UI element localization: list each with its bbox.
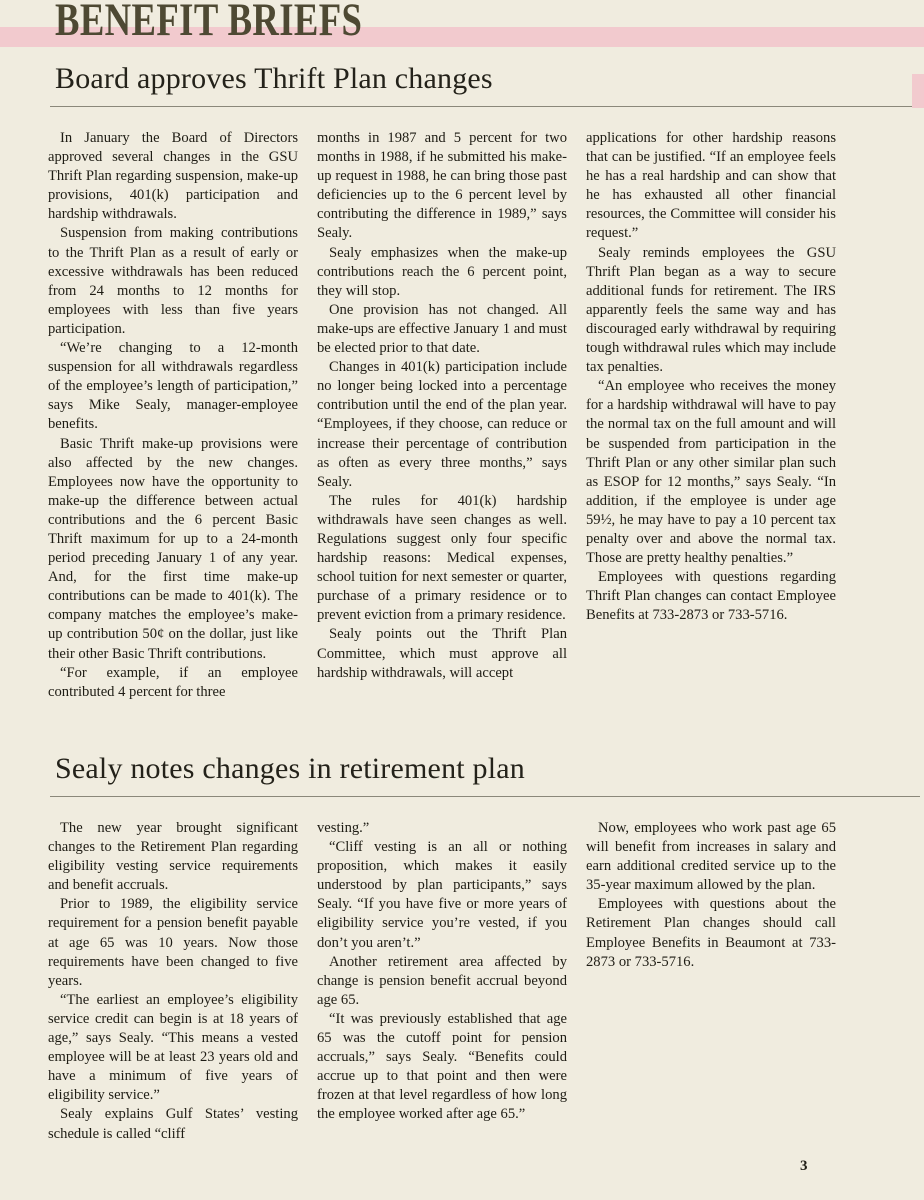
paragraph: The new year brought significant changes to the Retirement Plan regarding eligibility vesting service requirements and benefit accruals.	[48, 820, 298, 894]
paragraph: Sealy points out the Thrift Plan Committee, which must approve all hardship withdrawals, will accept	[317, 626, 567, 681]
paragraph: Now, employees who work past age 65 will benefit from increases in salary and earn additional credited service up to the 35-year maximum allowed by the plan.	[586, 820, 836, 894]
right-edge-accent-block	[912, 74, 924, 108]
paragraph: In January the Board of Directors approved several changes in the GSU Thrift Plan regarding suspension, make-up provisions, 401(k) participation and hardship withdrawals.	[48, 130, 298, 223]
paragraph: “We’re changing to a 12-month suspension for all withdrawals regardless of the employee’s length of participation,” says Mike Sealy, manager-employee benefits.	[48, 340, 298, 433]
paragraph: Employees with questions about the Retirement Plan changes should call Employee Benefits in Beaumont at 733-2873 or 733-5716.	[586, 896, 836, 970]
paragraph: Changes in 401(k) participation include no longer being locked into a percentage contribution until the end of the plan year. “Employees, if they choose, can reduce or increase their percentage of contribution as often as every three months,” says Sealy.	[317, 359, 567, 490]
article-2-title: Sealy notes changes in retirement plan	[55, 752, 525, 785]
article-2-headline-rule	[50, 796, 920, 797]
article-1-headline-rule	[50, 106, 920, 107]
article-1-title: Board approves Thrift Plan changes	[55, 62, 493, 95]
paragraph: Suspension from making contributions to the Thrift Plan as a result of early or excessive withdrawals has been reduced from 24 months to 12 months for employees with less than five years participation.	[48, 225, 298, 337]
masthead-title: BENEFIT BRIEFS	[55, 0, 363, 46]
paragraph: One provision has not changed. All make-ups are effective January 1 and must be elected prior to that date.	[317, 301, 567, 357]
paragraph: Sealy reminds employees the GSU Thrift Plan began as a way to secure additional funds for retirement. The IRS apparently feels the same way and has discouraged early withdrawal by requiring tough withdrawal rules which may include tax penalties.	[586, 244, 836, 376]
masthead	[0, 0, 924, 62]
article-2-columns	[48, 819, 836, 1144]
paragraph: Employees with questions regarding Thrift Plan changes can contact Employee Benefits at 733-2873 or 733-5716.	[586, 569, 836, 624]
article-1-column-2	[317, 129, 567, 702]
paragraph: months in 1987 and 5 percent for two months in 1988, if he submitted his make-up request in 1988, he can bring those past deficiencies up to the 6 percent level by contributing the difference in 1989,” says Sealy.	[317, 130, 567, 242]
paragraph: Sealy explains Gulf States’ vesting schedule is called “cliff	[48, 1106, 298, 1142]
article-2-column-1	[48, 819, 298, 1144]
article-1-column-3	[586, 129, 836, 702]
paragraph: The rules for 401(k) hardship withdrawals have seen changes as well. Regulations suggest only four specific hardship reasons: Medical expenses, school tuition for next semester or quarter, purchase of a primary residence or to prevent eviction from a primary residence.	[317, 492, 567, 624]
paragraph: Another retirement area affected by change is pension benefit accrual beyond age 65.	[317, 953, 567, 1008]
paragraph: Prior to 1989, the eligibility service requirement for a pension benefit payable at age 65 was 10 years. Now those requirements have been changed to five years.	[48, 896, 298, 989]
paragraph: vesting.”	[317, 820, 370, 836]
article-thrift-plan-changes	[0, 62, 924, 702]
paragraph: “Cliff vesting is an all or nothing proposition, which makes it easily understood by plan participants,” says Sealy. “If you have five or more years of eligibility service you’re vested, if you don’t you aren’t.”	[317, 839, 567, 951]
paragraph: “The earliest an employee’s eligibility service credit can begin is at 18 years of age,” says Sealy. “This means a vested employee will be at least 23 years old and have a minimum of five years of eligibility service.”	[48, 991, 298, 1104]
paragraph: Basic Thrift make-up provisions were also affected by the new changes. Employees now have the opportunity to make-up the difference between actual contributions and the 6 percent Basic Thrift maximum for up to a 24-month period preceding January 1 of any year. And, for the first time make-up contributions can be made to 401(k). The company matches the employee’s make-up contribution 50¢ on the dollar, just like their other Basic Thrift contributions.	[48, 435, 298, 662]
paragraph: “It was previously established that age 65 was the cutoff point for pension accruals,” says Sealy. “Benefits could accrue up to that point and then were frozen at that level regardless of how long the employee worked after age 65.”	[317, 1010, 567, 1123]
article-1-column-1	[48, 129, 298, 702]
page-number: 3	[800, 1158, 808, 1174]
paragraph: applications for other hardship reasons that can be justified. “If an employee feels he has a real hardship and can show that he has exhausted all other financial resources, the Committee will consider his request.”	[586, 130, 836, 242]
article-retirement-plan-changes	[0, 752, 924, 1144]
paragraph: “An employee who receives the money for a hardship withdrawal will have to pay the normal tax on the full amount and will be suspended from participation in the Thrift Plan or any other similar plan such as ESOP for 12 months,” says Sealy. “In addition, if the employee is under age 59½, he may have to pay a 10 percent tax penalty over and above the normal tax. Those are pretty healthy penalties.”	[586, 378, 836, 567]
article-2-column-2	[317, 819, 567, 1144]
paragraph: Sealy emphasizes when the make-up contributions reach the 6 percent point, they will stop.	[317, 244, 567, 299]
article-1-columns	[48, 129, 836, 702]
paragraph: “For example, if an employee contributed 4 percent for three	[48, 664, 298, 700]
article-2-column-3	[586, 819, 836, 1144]
